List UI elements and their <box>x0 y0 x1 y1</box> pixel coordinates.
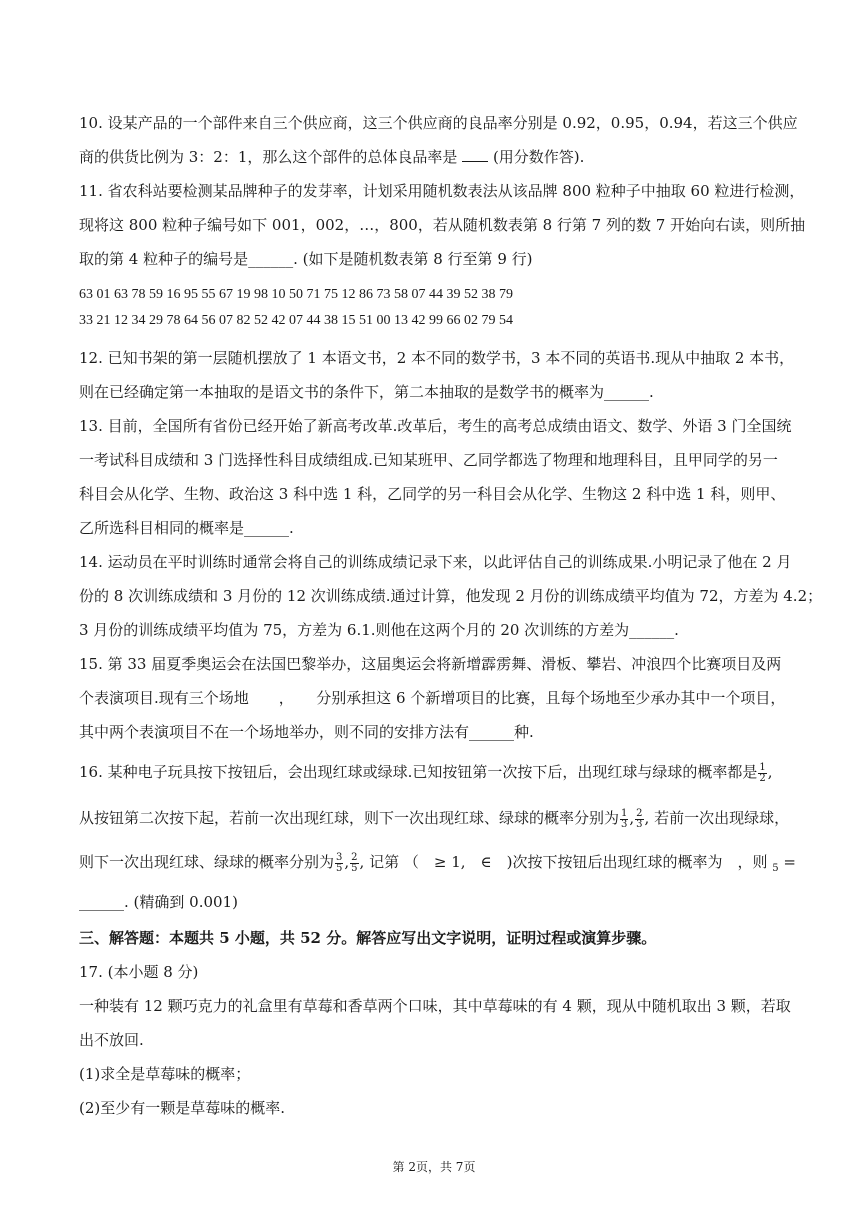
page-footer: 第 2页，共 7页 <box>392 1160 476 1174</box>
q11-line-1: 11. 省农科站要检测某品牌种子的发芽率，计划采用随机数表法从该品牌 800 粒种子中抽取 60 粒进行检测， <box>79 182 805 200</box>
q10-text-a: 商的供货比例为 3：2：1，那么这个部件的总体良品率是 <box>79 148 463 166</box>
q12-line-1: 12. 已知书架的第一层随机摆放了 1 本语文书，2 本不同的数学书，3 本不同的英语书.现从中抽取 2 本书， <box>79 349 795 367</box>
q17-line-1: 一种装有 12 颗巧克力的礼盒里有草莓和香草两个口味，其中草莓味的有 4 颗，现从中随机取出 3 颗，若取 <box>79 997 791 1015</box>
q15-line-2: 个表演项目.现有三个场地 ， 分别承担这 6 个新增项目的比赛，且每个场地至少承办其中一个项目， <box>79 689 786 707</box>
q11-line-3: 取的第 4 粒种子的编号是______. (如下是随机数表第 8 行至第 9 行) <box>79 250 533 268</box>
q16-sep: , <box>344 853 350 871</box>
frac-den: 2 <box>759 772 766 784</box>
frac-num: 1 <box>759 761 766 773</box>
q17-part-2: (2)至少有一颗是草莓味的概率. <box>79 1099 286 1117</box>
frac-num: 2 <box>636 807 643 819</box>
q14-line-2: 份的 8 次训练成绩和 3 月份的 12 次训练成绩.通过计算，他发现 2 月份的训练成绩平均值为 72，方差为 4.2； <box>79 587 823 605</box>
q13-line-4: 乙所选科目相同的概率是______. <box>79 519 294 537</box>
fraction-one-half <box>758 763 766 784</box>
q13-line-3: 科目会从化学、生物、政治这 3 科中选 1 科，乙同学的另一科目会从化学、生物这 2 科中选 1 科，则甲、 <box>79 485 786 503</box>
random-table-row-8: 63 01 63 78 59 16 95 55 67 19 98 10 50 71 75 12 86 73 58 07 44 39 52 38 79 <box>79 287 513 302</box>
q11-line-2: 现将这 800 粒种子编号如下 001，002，…，800，若从随机数表第 8 行第 7 列的数 7 开始向右读，则所抽 <box>79 216 806 234</box>
subscript-five: 5 <box>772 863 779 874</box>
q15-line-3: 其中两个表演项目不在一个场地举办，则不同的安排方法有______种. <box>79 723 534 741</box>
q13-line-1: 13. 目前，全国所有省份已经开始了新高考改革.改革后，考生的高考总成绩由语文、数学、外语 3 门全国统 <box>79 417 792 435</box>
q10-line-1: 10. 设某产品的一个部件来自三个供应商，这三个供应商的良品率分别是 0.92，0.95，0.94，若这三个供应 <box>79 114 798 132</box>
q16-text-2a: 从按钮第二次按下起，若前一次出现红球，则下一次出现红球、绿球的概率分别为 <box>79 809 620 827</box>
random-table-row-9: 33 21 12 34 29 78 64 56 07 82 52 42 07 44 38 15 51 00 13 42 99 66 02 79 54 <box>79 313 513 328</box>
frac-den: 5 <box>336 862 343 874</box>
q16-sep: , <box>629 809 635 827</box>
frac-num: 3 <box>336 851 343 863</box>
q14-line-3: 3 月份的训练成绩平均值为 75，方差为 6.1.则他在这两个月的 20 次训练的方差为______. <box>79 621 679 639</box>
q14-line-1: 14. 运动员在平时训练时通常会将自己的训练成绩记录下来，以此评估自己的训练成果.小明记录了他在 2 月 <box>79 553 792 571</box>
q17-line-2: 出不放回. <box>79 1031 144 1049</box>
q17-header: 17. (本小题 8 分) <box>79 963 199 981</box>
fraction-two-thirds <box>635 809 643 830</box>
q16-text-3c: = <box>778 853 796 871</box>
fraction-one-third <box>620 809 628 830</box>
q16-line-4: ______. (精确到 0.001) <box>79 893 238 911</box>
q16-text-2b: , 若前一次出现绿球， <box>644 809 790 827</box>
q16-text-3b: , 记第 （ ≥ 1, ∈ )次按下按钮后出现红球的概率为 ，则 <box>359 853 773 871</box>
fraction-two-fifths <box>350 853 358 874</box>
frac-den: 5 <box>351 862 358 874</box>
q16-text-3a: 则下一次出现红球、绿球的概率分别为 <box>79 853 335 871</box>
q16-line-3 <box>79 852 796 879</box>
frac-den: 3 <box>621 818 628 830</box>
frac-num: 2 <box>351 851 358 863</box>
q17-part-1: (1)求全是草莓味的概率； <box>79 1065 251 1083</box>
q12-line-2: 则在已经确定第一本抽取的是语文书的条件下，第二本抽取的是数学书的概率为______. <box>79 383 654 401</box>
q10-answer-blank <box>462 147 488 162</box>
section-three-heading: 三、解答题：本题共 5 小题，共 52 分。解答应写出文字说明，证明过程或演算步骤。 <box>79 929 657 947</box>
q13-line-2: 一考试科目成绩和 3 门选择性科目成绩组成.已知某班甲、乙同学都选了物理和地理科目，且甲同学的另一 <box>79 451 778 469</box>
fraction-three-fifths <box>335 853 343 874</box>
q10-text-b: (用分数作答). <box>488 148 585 166</box>
frac-num: 1 <box>621 807 628 819</box>
q16-text-1b: , <box>767 763 773 781</box>
q16-line-2 <box>79 808 789 830</box>
q16-line-1 <box>79 762 773 784</box>
frac-den: 3 <box>636 818 643 830</box>
q16-text-1a: 16. 某种电子玩具按下按钮后，会出现红球或绿球.已知按钮第一次按下后，出现红球与绿球的概率都是 <box>79 763 758 781</box>
q15-line-1: 15. 第 33 届夏季奥运会在法国巴黎举办，这届奥运会将新增霹雳舞、滑板、攀岩、冲浪四个比赛项目及两 <box>79 655 782 673</box>
q10-line-2 <box>79 147 584 167</box>
